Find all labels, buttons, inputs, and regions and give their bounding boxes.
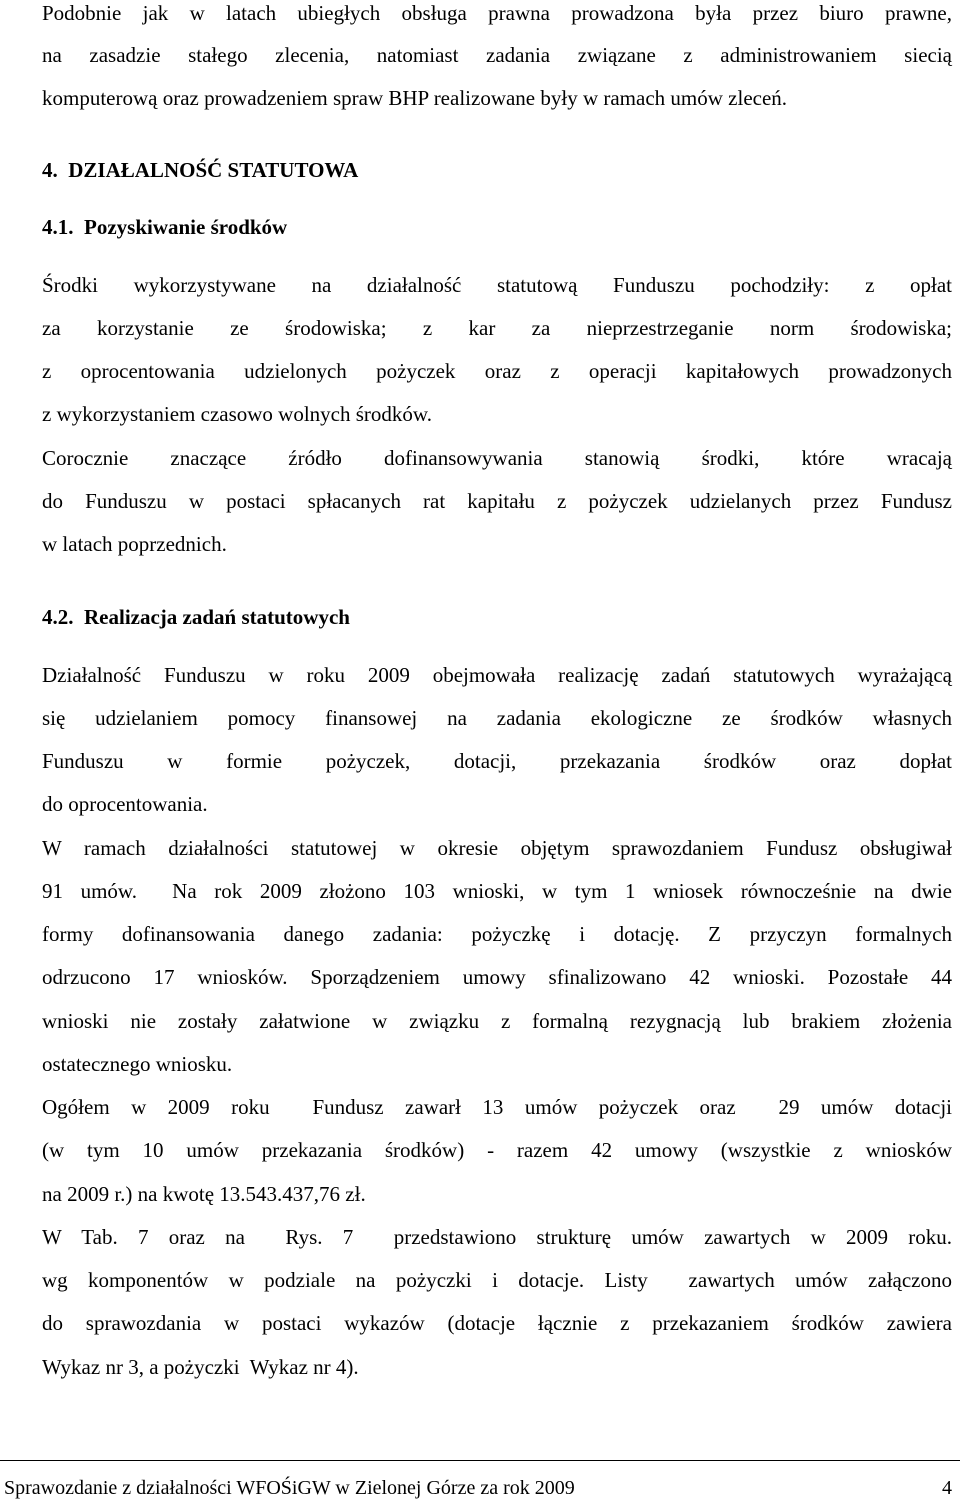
section-4-1-heading: 4.1. Pozyskiwanie środków xyxy=(42,215,288,239)
s41-line-5: Corocznie znaczące źródło dofinansowywania stanowią środki, które wracają xyxy=(42,446,952,470)
s42-line-13: na 2009 r.) na kwotę 13.543.437,76 zł. xyxy=(42,1182,366,1206)
s41-line-7: w latach poprzednich. xyxy=(42,532,227,556)
page-footer xyxy=(4,1475,952,1501)
s42-line-4: do oprocentowania. xyxy=(42,792,208,816)
s42-line-11: Ogółem w 2009 roku Fundusz zawarł 13 umów pożyczek oraz 29 umów dotacji xyxy=(42,1095,952,1119)
s41-line-1: Środki wykorzystywane na działalność statutową Funduszu pochodziły: z opłat xyxy=(42,273,952,297)
s41-line-2: za korzystanie ze środowiska; z kar za nieprzestrzeganie norm środowiska; xyxy=(42,316,952,340)
s42-line-6: 91 umów. Na rok 2009 złożono 103 wnioski, w tym 1 wniosek równocześnie na dwie xyxy=(42,879,952,903)
s42-line-10: ostatecznego wniosku. xyxy=(42,1052,233,1076)
s42-line-14: W Tab. 7 oraz na Rys. 7 przedstawiono strukturę umów zawartych w 2009 roku. xyxy=(42,1225,952,1249)
footer-divider xyxy=(0,1460,960,1461)
section-4-2-heading: 4.2. Realizacja zadań statutowych xyxy=(42,605,350,629)
s42-line-8: odrzucono 17 wniosków. Sporządzeniem umowy sfinalizowano 42 wnioski. Pozostałe 44 xyxy=(42,965,952,989)
intro-line-1: Podobnie jak w latach ubiegłych obsługa prawna prowadzona była przez biuro prawne, xyxy=(42,1,952,25)
s42-line-9: wnioski nie zostały załatwione w związku z formalną rezygnacją lub brakiem złożenia xyxy=(42,1009,952,1033)
s42-line-1: Działalność Funduszu w roku 2009 obejmowała realizację zadań statutowych wyrażającą xyxy=(42,663,952,687)
s41-line-3: z oprocentowania udzielonych pożyczek oraz z operacji kapitałowych prowadzonych xyxy=(42,359,952,383)
intro-line-3: komputerową oraz prowadzeniem spraw BHP realizowane były w ramach umów zleceń. xyxy=(42,86,788,110)
page-number: 4 xyxy=(942,1477,952,1499)
s42-line-16: do sprawozdania w postaci wykazów (dotacje łącznie z przekazaniem środków zawiera xyxy=(42,1311,952,1335)
s41-line-6: do Funduszu w postaci spłacanych rat kapitału z pożyczek udzielanych przez Fundusz xyxy=(42,489,952,513)
s42-line-5: W ramach działalności statutowej w okresie objętym sprawozdaniem Fundusz obsługiwał xyxy=(42,836,952,860)
s42-line-12: (w tym 10 umów przekazania środków) - razem 42 umowy (wszystkie z wniosków xyxy=(42,1138,952,1162)
s42-line-15: wg komponentów w podziale na pożyczki i dotacje. Listy zawartych umów załączono xyxy=(42,1268,952,1292)
s42-line-17: Wykaz nr 3, a pożyczki Wykaz nr 4). xyxy=(42,1355,359,1379)
s42-line-7: formy dofinansowania danego zadania: pożyczkę i dotację. Z przyczyn formalnych xyxy=(42,922,952,946)
s42-line-3: Funduszu w formie pożyczek, dotacji, przekazania środków oraz dopłat xyxy=(42,749,952,773)
footer-title: Sprawozdanie z działalności WFOŚiGW w Zielonej Górze za rok 2009 xyxy=(4,1477,575,1499)
section-4-heading: 4. DZIAŁALNOŚĆ STATUTOWA xyxy=(42,158,359,182)
s42-line-2: się udzielaniem pomocy finansowej na zadania ekologiczne ze środków własnych xyxy=(42,706,952,730)
s41-line-4: z wykorzystaniem czasowo wolnych środków. xyxy=(42,402,432,426)
intro-line-2: na zasadzie stałego zlecenia, natomiast zadania związane z administrowaniem siecią xyxy=(42,43,952,67)
